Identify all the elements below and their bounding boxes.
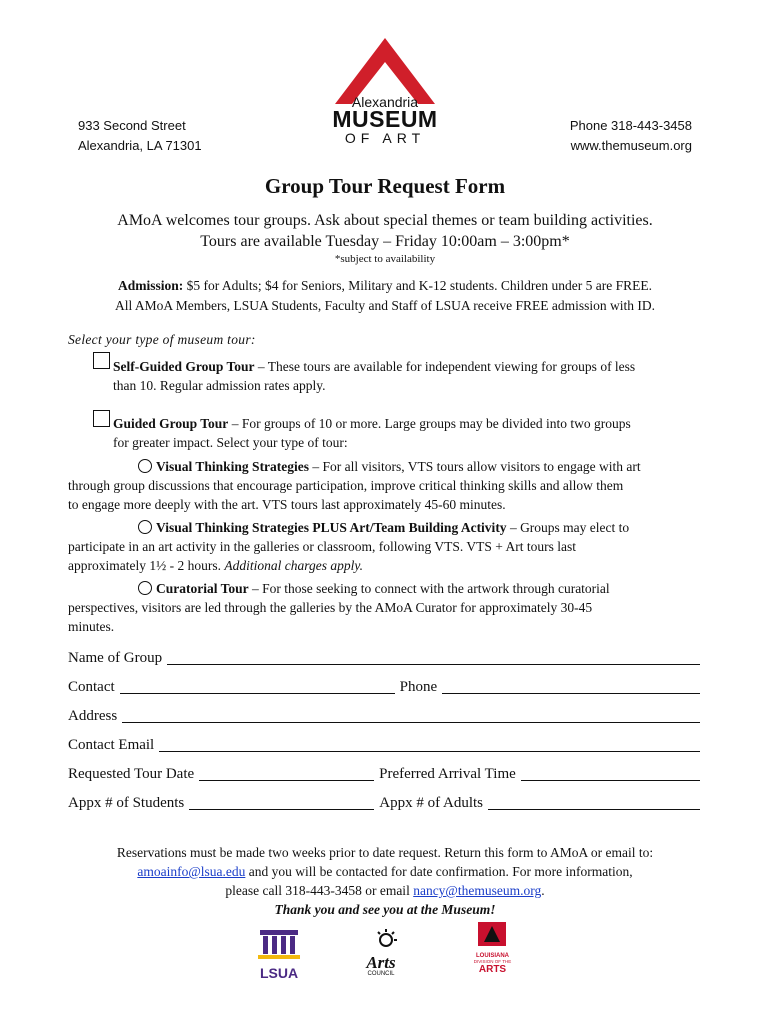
- thank-you: Thank you and see you at the Museum!: [274, 902, 496, 917]
- address-input[interactable]: [122, 708, 700, 723]
- guided-desc-b: for greater impact. Select your type of tour:: [113, 435, 348, 450]
- vts-plus-charges: Additional charges apply.: [224, 558, 363, 573]
- availability-note: *subject to availability: [334, 253, 436, 265]
- curatorial-desc-b: perspectives, visitors are led through the galleries by the AMoA Curator for approximately 30-45: [68, 600, 593, 615]
- address-label: Address: [68, 708, 118, 724]
- self-guided-desc-a: – These tours are available for independent viewing for groups of less: [254, 359, 636, 374]
- vts-desc-c: to engage more deeply with the art. VTS tours last approximately 45-60 minutes.: [68, 497, 506, 512]
- website: www.themuseum.org: [570, 138, 692, 153]
- vts-radio[interactable]: [138, 459, 152, 473]
- phone-number: Phone 318-443-3458: [569, 118, 692, 133]
- email-input[interactable]: [159, 737, 700, 752]
- email-label: Contact Email: [68, 737, 155, 753]
- admission-line-2: All AMoA Members, LSUA Students, Faculty and Staff of LSUA receive FREE admission with ID.: [114, 298, 656, 313]
- arrival-time-input[interactable]: [521, 766, 700, 781]
- columns-icon: [254, 928, 304, 960]
- admission-label: Admission:: [118, 278, 184, 293]
- vts-desc-b: through group discussions that encourage participation, improve critical thinking skills and allow them: [68, 478, 624, 493]
- arrival-time-label: Preferred Arrival Time: [379, 766, 516, 782]
- email-row: [68, 737, 700, 754]
- vts-plus-desc-a: – Groups may elect to: [506, 520, 630, 535]
- adults-label: Appx # of Adults: [379, 795, 484, 811]
- contact-label: Contact: [68, 679, 115, 695]
- self-guided-checkbox[interactable]: [93, 352, 110, 369]
- vts-plus-name: Visual Thinking Strategies PLUS Art/Team Building Activity: [156, 520, 507, 535]
- admission-text: $5 for Adults; $4 for Seniors, Military and K-12 students. Children under 5 are FREE.: [183, 278, 652, 293]
- counts-row: [68, 795, 700, 812]
- tour-type-prompt: Select your type of museum tour:: [68, 332, 256, 347]
- admission-info: [0, 276, 770, 316]
- curatorial-desc-c: minutes.: [68, 619, 115, 634]
- amoa-email-link[interactable]: amoainfo@lsua.edu: [137, 864, 246, 879]
- curatorial-desc-a: – For those seeking to connect with the artwork through curatorial: [248, 581, 610, 596]
- vts-option: [68, 457, 728, 514]
- self-guided-name: Self-Guided Group Tour: [113, 359, 255, 374]
- vts-plus-desc-b: participate in an art activity in the galleries or classroom, following VTS. VTS + Art tours last: [68, 539, 577, 554]
- phone-input[interactable]: [442, 679, 700, 694]
- lsua-logo: [254, 928, 304, 981]
- louisiana-sub: DIVISION OF THE: [473, 959, 512, 964]
- curatorial-radio[interactable]: [138, 581, 152, 595]
- footer-line-1: Reservations must be made two weeks prior to date request. Return this form to AMoA or email to:: [116, 845, 654, 860]
- tour-date-input[interactable]: [199, 766, 374, 781]
- phone-label: Phone: [399, 679, 438, 695]
- footer-text: [0, 843, 770, 919]
- vts-plus-desc-c: approximately 1½ - 2 hours.: [68, 558, 225, 573]
- group-name-label: Name of Group: [68, 650, 163, 666]
- curatorial-option: [68, 579, 728, 636]
- intro-line-2: Tours are available Tuesday – Friday 10:00am – 3:00pm*: [200, 233, 570, 250]
- logo-line-1: Alexandria: [351, 94, 419, 110]
- intro-line-1: AMoA welcomes tour groups. Ask about special themes or team building activities.: [117, 212, 653, 229]
- guided-name: Guided Group Tour: [113, 416, 229, 431]
- footer-line-3-post: .: [541, 883, 545, 898]
- address-row: [68, 708, 700, 725]
- form-title: Group Tour Request Form: [264, 174, 506, 198]
- arts-council-sub: COUNCIL: [367, 971, 395, 977]
- group-name-row: [68, 650, 700, 667]
- logo-line-3: OF ART: [344, 130, 426, 146]
- tour-date-label: Requested Tour Date: [68, 766, 195, 782]
- self-guided-option: [113, 357, 713, 395]
- tour-date-row: [68, 766, 700, 783]
- vts-plus-option: [68, 518, 728, 575]
- vts-name: Visual Thinking Strategies: [156, 459, 310, 474]
- contact-input[interactable]: [120, 679, 395, 694]
- arts-text: ARTS: [478, 964, 507, 975]
- address-line-1: 933 Second Street: [78, 118, 186, 133]
- louisiana-arts-logo: [470, 920, 515, 980]
- guided-desc-a: – For groups of 10 or more. Large groups may be divided into two groups: [228, 416, 631, 431]
- adults-input[interactable]: [488, 795, 700, 810]
- footer-line-3-pre: please call 318-443-3458 or email: [225, 883, 414, 898]
- museum-address: [78, 116, 202, 156]
- contact-row: [68, 679, 700, 696]
- group-name-input[interactable]: [167, 650, 700, 665]
- intro: [0, 210, 770, 252]
- arts-council-logo: [356, 928, 406, 980]
- louisiana-arts-icon: [470, 920, 515, 948]
- students-label: Appx # of Students: [68, 795, 185, 811]
- guided-checkbox[interactable]: [93, 410, 110, 427]
- logo-line-2: MUSEUM: [332, 106, 438, 132]
- museum-contact: [570, 116, 692, 156]
- self-guided-desc-b: than 10. Regular admission rates apply.: [113, 378, 326, 393]
- vts-plus-radio[interactable]: [138, 520, 152, 534]
- students-input[interactable]: [189, 795, 374, 810]
- sun-icon: [356, 928, 406, 950]
- guided-option: [113, 414, 713, 452]
- vts-desc-a: – For all visitors, VTS tours allow visitors to engage with art: [309, 459, 641, 474]
- arts-council-text: Arts: [366, 953, 396, 972]
- museum-logo: [310, 36, 460, 156]
- lsua-text: LSUA: [259, 965, 299, 981]
- footer-line-2: and you will be contacted for date confirmation. For more information,: [245, 864, 633, 879]
- nancy-email-link[interactable]: nancy@themuseum.org: [413, 883, 542, 898]
- curatorial-name: Curatorial Tour: [156, 581, 249, 596]
- louisiana-text: LOUISIANA: [476, 953, 509, 959]
- address-line-2: Alexandria, LA 71301: [78, 138, 202, 153]
